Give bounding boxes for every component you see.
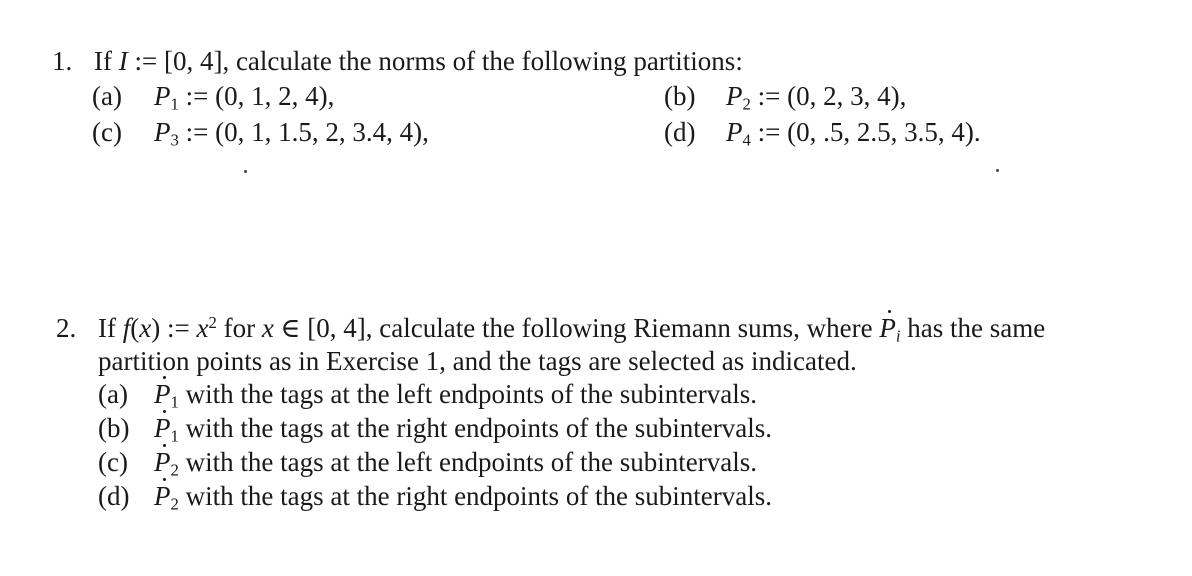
partition-symbol: P xyxy=(726,117,743,147)
partition-symbol: P xyxy=(154,117,171,147)
part-label: (a) xyxy=(98,379,128,409)
scan-speck xyxy=(244,170,247,173)
exercise-number: 2. xyxy=(56,313,77,343)
partition-symbol: P xyxy=(726,81,743,111)
part-label: (d) xyxy=(98,481,130,511)
exercise-number: 1. xyxy=(52,46,73,76)
partition-value: := (0, 1, 1.5, 2, 3.4, 4), xyxy=(178,117,429,147)
tagged-partition-symbol: P xyxy=(154,481,171,511)
exercise-2-part-a: (a) $P_1$ with the tags at the left endpoints of the subintervals. xyxy=(98,379,758,412)
part-label: (d) xyxy=(664,117,696,147)
statement-text: If f(x) := $x^2$ for x ∈ [0, 4], calculate the following Riemann sums, where $P_i$ has the same xyxy=(98,312,1046,346)
part-label: (b) xyxy=(98,413,130,443)
tagged-partition-symbol: P xyxy=(154,447,171,477)
statement-text: If I := [0, 4], calculate the norms of the following partitions: xyxy=(94,46,743,76)
exercise-1-part-d: (d) $P_4$ := (0, .5, 2.5, 3.5, 4). xyxy=(664,117,981,150)
exercise-2-part-c: (c) $P_2$ with the tags at the left endpoints of the subintervals. xyxy=(98,447,758,480)
exercise-2-statement-cont: partition points as in Exercise 1, and the tags are selected as indicated. xyxy=(98,346,857,376)
tagged-partition-symbol: P xyxy=(154,413,171,443)
part-label: (b) xyxy=(664,81,696,111)
part-label: (c) xyxy=(92,117,122,147)
partition-symbol: P xyxy=(154,81,171,111)
exercise-1-part-a: (a) $P_1$ := (0, 1, 2, 4), xyxy=(92,81,335,114)
part-text: with the tags at the right endpoints of the subintervals. xyxy=(178,481,773,511)
part-label: (c) xyxy=(98,447,128,477)
part-label: (a) xyxy=(92,81,122,111)
tagged-partition-symbol: P xyxy=(154,379,171,409)
scan-speck xyxy=(996,169,999,172)
exercise-1-statement xyxy=(52,45,743,77)
exercise-2-part-b: (b) $P_1$ with the tags at the right endpoints of the subintervals. xyxy=(98,413,773,446)
part-text: with the tags at the right endpoints of the subintervals. xyxy=(178,413,773,443)
exercise-2-part-d: (d) $P_2$ with the tags at the right endpoints of the subintervals. xyxy=(98,481,773,514)
exercise-2-statement xyxy=(56,312,1045,344)
part-text: with the tags at the left endpoints of the subintervals. xyxy=(178,447,758,477)
exercise-1-part-b: (b) $P_2$ := (0, 2, 3, 4), xyxy=(664,81,907,114)
partition-value: := (0, 1, 2, 4), xyxy=(178,81,335,111)
partition-value: := (0, 2, 3, 4), xyxy=(750,81,907,111)
exercise-1-part-c: (c) $P_3$ := (0, 1, 1.5, 2, 3.4, 4), xyxy=(92,117,429,150)
partition-value: := (0, .5, 2.5, 3.5, 4). xyxy=(750,117,981,147)
part-text: with the tags at the left endpoints of the subintervals. xyxy=(178,379,758,409)
